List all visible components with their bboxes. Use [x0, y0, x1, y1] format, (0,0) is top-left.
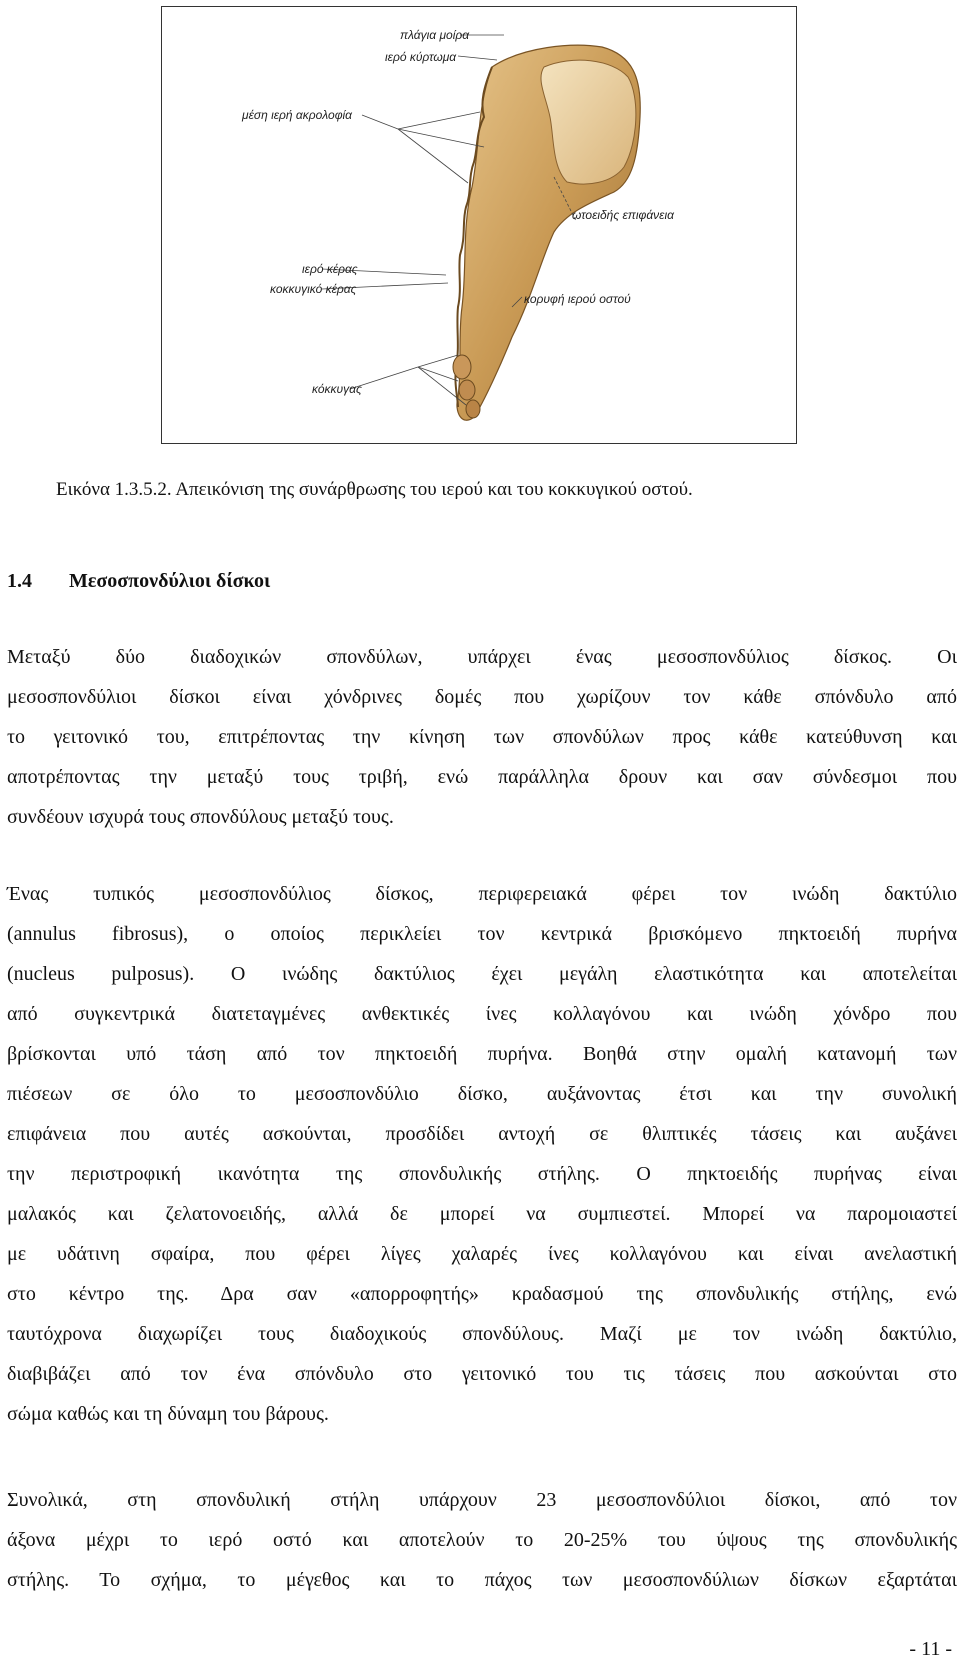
paragraph-line: στήλης. Το σχήμα, το μέγεθος και το πάχος των μεσοσπονδύλιων δίσκων εξαρτάται: [7, 1569, 957, 1591]
sacrum-coccyx-figure: [161, 6, 797, 444]
label-sacral-horn: ιερό κέρας: [302, 262, 358, 276]
page-number: - 11 -: [909, 1638, 952, 1660]
label-sacral-curvature: ιερό κύρτωμα: [385, 50, 457, 64]
label-coccyx: κόκκυγας: [312, 382, 362, 396]
paragraph-line: μεσοσπονδύλιοι δίσκοι είναι χόνδρινες δομές που χωρίζουν τον κάθε σπόνδυλο από: [7, 686, 957, 708]
section-number: 1.4: [7, 570, 32, 592]
paragraph-line: το γειτονικό του, επιτρέποντας την κίνηση των σπονδύλων προς κάθε κατεύθυνση και: [7, 726, 957, 748]
section-title: Μεσοσπονδύλιοι δίσκοι: [69, 570, 271, 592]
paragraph-3: [7, 1480, 957, 1600]
paragraph-line: ταυτόχρονα διαχωρίζει τους διαδοχικούς σπονδύλους. Μαζί με τον ινώδη δακτύλιο,: [7, 1323, 957, 1345]
sacrum-illustration: [162, 7, 798, 445]
paragraph-line: την περιστροφική ικανότητα της σπονδυλικής στήλης. Ο πηκτοειδής πυρήνας είναι: [7, 1163, 957, 1185]
paragraph-line: με υδάτινη σφαίρα, που φέρει λίγες χαλαρές ίνες κολλαγόνου και είναι ανελαστική: [7, 1243, 957, 1265]
paragraph-line: Μεταξύ δύο διαδοχικών σπονδύλων, υπάρχει ένας μεσοσπονδύλιος δίσκος. Οι: [7, 646, 957, 668]
label-median-sacral-crest: μέση ιερή ακρολοφία: [242, 108, 353, 122]
label-lateral-part: πλάγια μοίρα: [400, 28, 470, 42]
paragraph-line: επιφάνεια που αυτές ασκούνται, προσδίδει αντοχή σε θλιπτικές τάσεις και αυξάνει: [7, 1123, 957, 1145]
paragraph-2: [7, 874, 957, 1434]
paragraph-line: μαλακός και ζελατονοειδής, αλλά δε μπορεί να συμπιεστεί. Μπορεί να παρομοιαστεί: [7, 1203, 957, 1225]
figure-caption: Εικόνα 1.3.5.2. Απεικόνιση της συνάρθρωσης του ιερού και του κοκκυγικού οστού.: [56, 479, 693, 500]
paragraph-line: (nucleus pulposus). Ο ινώδης δακτύλιος έχει μεγάλη ελαστικότητα και αποτελείται: [7, 963, 957, 985]
section-heading: [7, 570, 270, 593]
paragraph-line: βρίσκονται υπό τάση από τον πηκτοειδή πυρήνα. Βοηθά στην ομαλή κατανομή των: [7, 1043, 957, 1065]
label-sacral-apex: κορυφή ιερού οστού: [524, 292, 631, 306]
label-auricular-surface: ωτοειδής επιφάνεια: [572, 208, 674, 222]
paragraph-1: [7, 637, 957, 837]
paragraph-line: (annulus fibrosus), ο οποίος περικλείει τον κεντρικά βρισκόμενο πηκτοειδή πυρήνα: [7, 923, 957, 945]
paragraph-line: σώμα καθώς και τη δύναμη του βάρους.: [7, 1403, 329, 1425]
label-coccygeal-horn: κοκκυγικό κέρας: [270, 282, 357, 296]
paragraph-line: από συγκεντρικά διατεταγμένες ανθεκτικές ίνες κολλαγόνου και ινώδη χόνδρο που: [7, 1003, 957, 1025]
paragraph-line: συνδέουν ισχυρά τους σπονδύλους μεταξύ τους.: [7, 806, 394, 828]
paragraph-line: Συνολικά, στη σπονδυλική στήλη υπάρχουν 23 μεσοσπονδύλιοι δίσκοι, από τον: [7, 1489, 957, 1511]
paragraph-line: στο κέντρο της. Δρα σαν «απορροφητής» κραδασμού της σπονδυλικής στήλης, ενώ: [7, 1283, 957, 1305]
paragraph-line: αποτρέποντας την μεταξύ τους τριβή, ενώ παράλληλα δρουν και σαν σύνδεσμοι που: [7, 766, 957, 788]
paragraph-line: διαβιβάζει από τον ένα σπόνδυλο στο γειτονικό του τις τάσεις που ασκούνται στο: [7, 1363, 957, 1385]
paragraph-line: άξονα μέχρι το ιερό οστό και αποτελούν το 20-25% του ύψους της σπονδυλικής: [7, 1529, 957, 1551]
paragraph-line: Ένας τυπικός μεσοσπονδύλιος δίσκος, περιφερειακά φέρει τον ινώδη δακτύλιο: [7, 883, 957, 905]
paragraph-line: πιέσεων σε όλο το μεσοσπονδύλιο δίσκο, αυξάνοντας έτσι και την συνολική: [7, 1083, 957, 1105]
